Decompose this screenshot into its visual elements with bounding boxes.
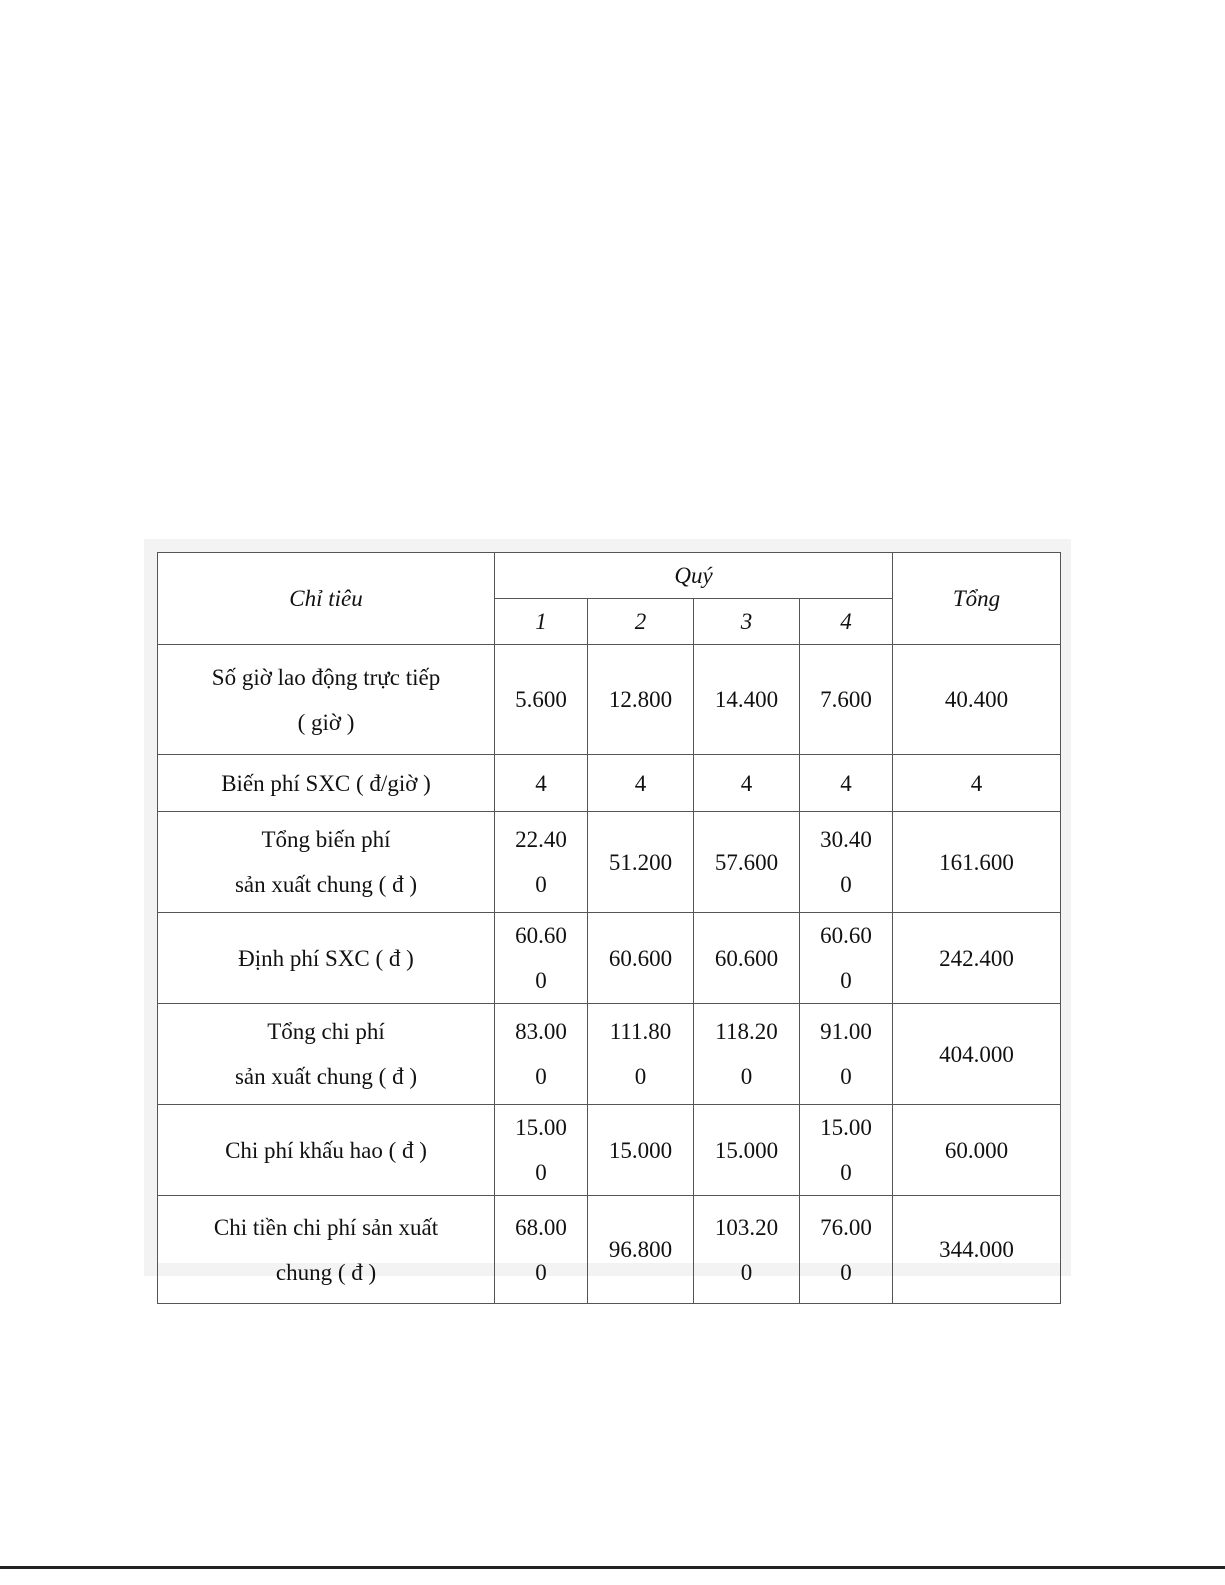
row-label-line: sản xuất chung ( đ ) bbox=[234, 1064, 418, 1089]
cell-value-line: 0 bbox=[535, 968, 547, 993]
cell-quarter-3 bbox=[694, 913, 800, 1004]
cell-value-line: 103.20 bbox=[714, 1214, 779, 1240]
row-label-line: Định phí SXC ( đ ) bbox=[238, 945, 414, 971]
table-row bbox=[158, 812, 1061, 913]
cell-value-line: 76.00 bbox=[820, 1214, 872, 1240]
table-row bbox=[158, 1105, 1061, 1196]
row-label-line: sản xuất chung ( đ ) bbox=[234, 872, 418, 897]
table-row bbox=[158, 645, 1061, 755]
cell-value-line: 0 bbox=[535, 1160, 547, 1185]
row-label bbox=[158, 913, 495, 1004]
cell-total: 40.400 bbox=[893, 645, 1061, 755]
cell-total: 242.400 bbox=[893, 913, 1061, 1004]
cell-value-line: 4 bbox=[535, 770, 547, 796]
cell-quarter-2 bbox=[588, 812, 694, 913]
row-label-line: Số giờ lao động trực tiếp bbox=[211, 664, 441, 690]
row-label bbox=[158, 1105, 495, 1196]
cell-quarter-2 bbox=[588, 645, 694, 755]
cell-quarter-1 bbox=[495, 1105, 588, 1196]
header-total: Tổng bbox=[893, 553, 1061, 645]
cell-value-line: 0 bbox=[535, 1259, 547, 1285]
cell-value-line: 0 bbox=[840, 968, 852, 993]
cell-value-line: 14.400 bbox=[714, 687, 779, 712]
row-label bbox=[158, 1196, 495, 1304]
cell-total: 404.000 bbox=[893, 1004, 1061, 1105]
row-label-line: chung ( đ ) bbox=[275, 1259, 377, 1285]
row-label-line: ( giờ ) bbox=[297, 709, 355, 735]
cell-quarter-1 bbox=[495, 913, 588, 1004]
cell-value-line: 30.40 bbox=[820, 827, 872, 852]
cell-value-line: 0 bbox=[840, 1064, 852, 1089]
cell-value-line: 0 bbox=[740, 1259, 753, 1285]
table-row bbox=[158, 913, 1061, 1004]
table-frame bbox=[144, 539, 1071, 1285]
cell-quarter-1 bbox=[495, 1196, 588, 1304]
table-header bbox=[158, 553, 1061, 645]
row-label-line: Chi tiền chi phí sản xuất bbox=[213, 1214, 439, 1240]
header-quarter-3: 3 bbox=[694, 599, 800, 645]
row-label bbox=[158, 812, 495, 913]
cell-value-line: 0 bbox=[740, 1064, 753, 1089]
cell-value-line: 15.000 bbox=[608, 1137, 673, 1163]
cell-quarter-4 bbox=[800, 1105, 893, 1196]
cell-value-line: 60.600 bbox=[608, 945, 673, 971]
cell-value-line: 91.00 bbox=[820, 1019, 872, 1044]
cell-quarter-3 bbox=[694, 645, 800, 755]
header-quarter-4: 4 bbox=[800, 599, 893, 645]
cell-value-line: 60.60 bbox=[820, 923, 872, 948]
cell-value-line: 51.200 bbox=[608, 849, 673, 875]
cell-value-line: 0 bbox=[535, 872, 547, 897]
row-label bbox=[158, 755, 495, 812]
row-label-line: Biến phí SXC ( đ/giờ ) bbox=[221, 770, 431, 796]
cell-value-line: 60.60 bbox=[515, 923, 567, 948]
cell-value-line: 15.00 bbox=[820, 1115, 872, 1140]
cell-quarter-2 bbox=[588, 1105, 694, 1196]
cell-value-line: 12.800 bbox=[608, 687, 673, 712]
cell-quarter-4 bbox=[800, 755, 893, 812]
cell-value-line: 4 bbox=[840, 770, 852, 796]
cell-quarter-4 bbox=[800, 913, 893, 1004]
cell-quarter-4 bbox=[800, 1196, 893, 1304]
cell-value-line: 4 bbox=[634, 770, 647, 796]
cell-quarter-1 bbox=[495, 645, 588, 755]
cell-quarter-2 bbox=[588, 1196, 694, 1304]
cell-value-line: 0 bbox=[535, 1064, 547, 1089]
cell-quarter-2 bbox=[588, 755, 694, 812]
cell-quarter-4 bbox=[800, 645, 893, 755]
cell-quarter-3 bbox=[694, 1196, 800, 1304]
cell-value-line: 5.600 bbox=[515, 687, 567, 712]
cell-total: 60.000 bbox=[893, 1105, 1061, 1196]
cell-value-line: 15.000 bbox=[714, 1137, 779, 1163]
row-label-line: Tổng biến phí bbox=[261, 827, 391, 852]
cell-quarter-2 bbox=[588, 913, 694, 1004]
cell-value-line: 60.600 bbox=[714, 945, 779, 971]
table-row bbox=[158, 1004, 1061, 1105]
cell-value-line: 111.80 bbox=[609, 1019, 672, 1044]
cell-value-line: 0 bbox=[634, 1064, 647, 1089]
cell-quarter-3 bbox=[694, 1105, 800, 1196]
header-quarter-2: 2 bbox=[588, 599, 694, 645]
cell-value-line: 15.00 bbox=[515, 1115, 567, 1140]
cell-total: 161.600 bbox=[893, 812, 1061, 913]
cell-quarter-1 bbox=[495, 755, 588, 812]
cell-value-line: 4 bbox=[740, 770, 753, 796]
overhead-cost-table bbox=[157, 552, 1061, 1304]
cell-value-line: 22.40 bbox=[515, 827, 567, 852]
header-quarter-1: 1 bbox=[495, 599, 588, 645]
cell-value-line: 118.20 bbox=[715, 1019, 778, 1044]
row-label-line: Tổng chi phí bbox=[267, 1019, 385, 1044]
cell-quarter-3 bbox=[694, 755, 800, 812]
cell-value-line: 0 bbox=[840, 1160, 852, 1185]
cell-value-line: 68.00 bbox=[515, 1214, 567, 1240]
page-bottom-rule bbox=[0, 1566, 1225, 1569]
cell-value-line: 0 bbox=[840, 1259, 852, 1285]
row-label-line: Chi phí khấu hao ( đ ) bbox=[225, 1137, 427, 1163]
header-criteria: Chỉ tiêu bbox=[158, 553, 495, 645]
cell-value-line: 83.00 bbox=[515, 1019, 567, 1044]
cell-quarter-3 bbox=[694, 1004, 800, 1105]
row-label bbox=[158, 645, 495, 755]
table-row bbox=[158, 755, 1061, 812]
cell-value-line: 96.800 bbox=[608, 1237, 673, 1262]
cell-total: 344.000 bbox=[893, 1196, 1061, 1304]
table-row bbox=[158, 1196, 1061, 1304]
cell-quarter-1 bbox=[495, 1004, 588, 1105]
row-label bbox=[158, 1004, 495, 1105]
cell-value-line: 57.600 bbox=[714, 849, 779, 875]
header-quarter-group: Quý bbox=[495, 553, 893, 599]
cell-quarter-2 bbox=[588, 1004, 694, 1105]
cell-quarter-4 bbox=[800, 812, 893, 913]
table-container bbox=[157, 552, 1060, 1285]
table-body bbox=[158, 645, 1061, 1304]
cell-quarter-3 bbox=[694, 812, 800, 913]
cell-total: 4 bbox=[893, 755, 1061, 812]
cell-value-line: 0 bbox=[840, 872, 852, 897]
cell-quarter-1 bbox=[495, 812, 588, 913]
cell-value-line: 7.600 bbox=[820, 687, 872, 712]
cell-quarter-4 bbox=[800, 1004, 893, 1105]
